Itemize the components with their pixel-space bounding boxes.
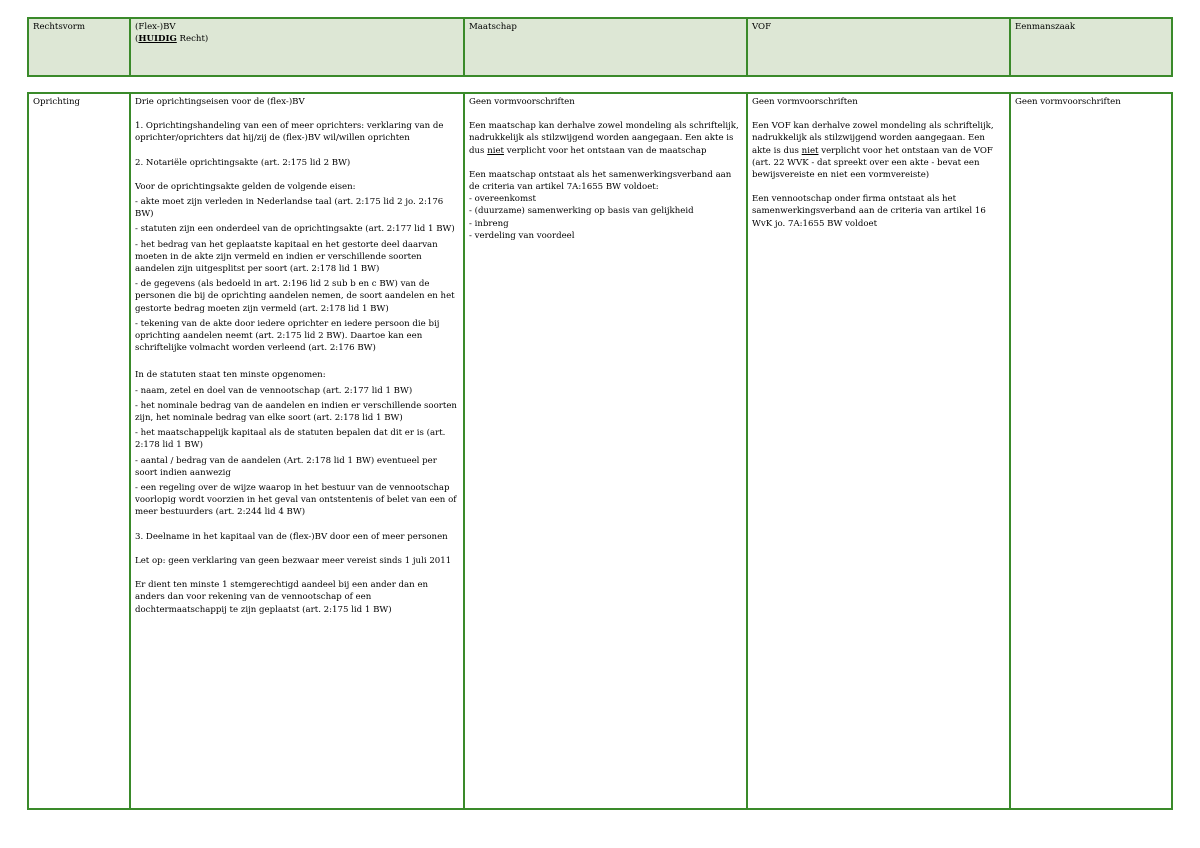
maatschap-line1: Geen vormvoorschriften (469, 97, 575, 107)
maatschap-p1 (469, 120, 742, 157)
body-table (27, 92, 1173, 810)
header-cell-vof (747, 18, 1010, 76)
vof-p2: Een vennootschap onder firma ontstaat als het samenwerkingsverband aan de criteria van artikel 16 WvK jo. 7A:1655 BW voldoet (752, 194, 986, 229)
oprichting-row (28, 93, 1172, 809)
bv-eis-3: 3. Deelname in het kapitaal van de (flex-)BV door een of meer personen (135, 531, 448, 542)
maatschap-p1-niet: niet (487, 145, 505, 156)
header-row (28, 18, 1172, 76)
header-rechtsvorm: Rechtsvorm (33, 22, 86, 32)
bv-statuten-intro: In de statuten staat ten minste opgenomen: (135, 370, 326, 381)
header-table (27, 17, 1173, 77)
vof-p1-b: verplicht voor het ontstaan van de VOF (art. 22 WVK - dat spreekt over een akte - bevat een bewijsvereiste en niet een vormvereiste) (752, 145, 993, 181)
header-bv-recht: Recht) (176, 34, 209, 45)
list-item: - het nominale bedrag van de aandelen en indien er verschillende soorten zijn, het nominale bedrag van elke soort (art. 2:178 lid 1 BW) (135, 400, 457, 424)
vof-p1-a: Een VOF kan derhalve zowel mondeling als schriftelijk, nadrukkelijk als stilzwijgend worden aangegaan. Een akte is dus (752, 121, 994, 156)
header-cell-eenmanszaak (1010, 18, 1172, 76)
header-cell-bv (130, 18, 464, 76)
eenmanszaak-cell (1010, 93, 1172, 809)
vof-line1: Geen vormvoorschriften (752, 97, 858, 107)
maatschap-p1-b: verplicht voor het ontstaan van de maatschap (504, 145, 707, 156)
vof-cell (747, 93, 1010, 809)
maatschap-cell (464, 93, 747, 809)
header-eenmanszaak: Eenmanszaak (1015, 22, 1076, 32)
bv-eis-2: 2. Notariële oprichtingsakte (art. 2:175 lid 2 BW) (135, 157, 351, 168)
list-item: - aantal / bedrag van de aandelen (Art. 2:178 lid 1 BW) eventueel per soort indien aanwezig (135, 455, 437, 478)
header-maatschap: Maatschap (469, 22, 517, 32)
bv-eis-1: 1. Oprichtingshandeling van een of meer oprichters: verklaring van de oprichter/oprichters dat hij/zij de (flex-)BV wil/willen oprichten (135, 121, 444, 144)
vof-p1-niet: niet (801, 145, 819, 156)
vof-p1 (752, 120, 1005, 181)
list-item: - overeenkomst (469, 194, 536, 205)
row-label-cell (28, 93, 130, 809)
list-item: - inbreng (469, 218, 509, 229)
eenmanszaak-line1: Geen vormvoorschriften (1015, 97, 1121, 107)
bv-let-op: Let op: geen verklaring van geen bezwaar meer vereist sinds 1 juli 2011 (135, 555, 452, 566)
list-item: - tekening van de akte door iedere oprichter en iedere persoon die bij oprichting aandelen neemt (art. 2:175 lid 2 BW). Daartoe kan een schriftelijke volmacht worden verleend (art. 2:176 BW) (135, 318, 440, 354)
maatschap-p2: Een maatschap ontstaat als het samenwerkingsverband aan de criteria van artikel 7A:1655 BW voldoet: (469, 169, 732, 193)
bv-cell (130, 93, 464, 809)
header-bv-line1: (Flex-)BV (135, 22, 176, 32)
list-item: - akte moet zijn verleden in Nederlandse taal (art. 2:175 lid 2 jo. 2:176 BW) (135, 197, 444, 220)
header-bv-line2 (135, 33, 459, 45)
bv-aandeel: Er dient ten minste 1 stemgerechtigd aandeel bij een ander dan en anders dan voor rekening van de vennootschap of een dochtermaatschappij te zijn geplaatst (art. 2:175 lid 1 BW) (135, 580, 429, 615)
header-cell-maatschap (464, 18, 747, 76)
bv-intro: Drie oprichtingseisen voor de (flex-)BV (135, 97, 305, 107)
list-item: - statuten zijn een onderdeel van de oprichtingsakte (art. 2:177 lid 1 BW) (135, 224, 455, 235)
bv-akte-intro: Voor de oprichtingsakte gelden de volgende eisen: (135, 181, 356, 192)
list-item: - het maatschappelijk kapitaal als de statuten bepalen dat dit er is (art. 2:178 lid 1 BW) (135, 428, 446, 451)
list-item: - de gegevens (als bedoeld in art. 2:196 lid 2 sub b en c BW) van de personen die bij de oprichting aandelen nemen, de soort aandelen en het gestorte bedrag moeten zijn vermeld (art. 2:178 lid 1 BW) (135, 279, 455, 314)
header-bv-huidig: HUIDIG (138, 34, 177, 45)
list-item: - naam, zetel en doel van de vennootschap (art. 2:177 lid 1 BW) (135, 385, 413, 396)
list-item: - verdeling van voordeel (469, 230, 575, 241)
list-item: - het bedrag van het geplaatste kapitaal en het gestorte deel daarvan moeten in de akte zijn vermeld en indien er verschillende soorten aandelen zijn uitgesplitst per soort (art. 2:178 lid 1 BW) (135, 239, 438, 275)
header-bv-open: ( (135, 34, 139, 45)
list-item: - een regeling over de wijze waarop in het bestuur van de vennootschap voorlopig wordt voorzien in het geval van ontstentenis of belet van een of meer bestuurders (art. 2:244 lid 4 BW) (135, 483, 457, 518)
header-cell-rechtsvorm (28, 18, 130, 76)
row-label: Oprichting (33, 97, 80, 107)
maatschap-p1-a: Een maatschap kan derhalve zowel mondeling als schriftelijk, nadrukkelijk als stilzwijgend worden aangegaan. Een akte is dus (469, 121, 739, 156)
header-vof: VOF (752, 22, 772, 32)
list-item: - (duurzame) samenwerking op basis van gelijkheid (469, 206, 694, 217)
